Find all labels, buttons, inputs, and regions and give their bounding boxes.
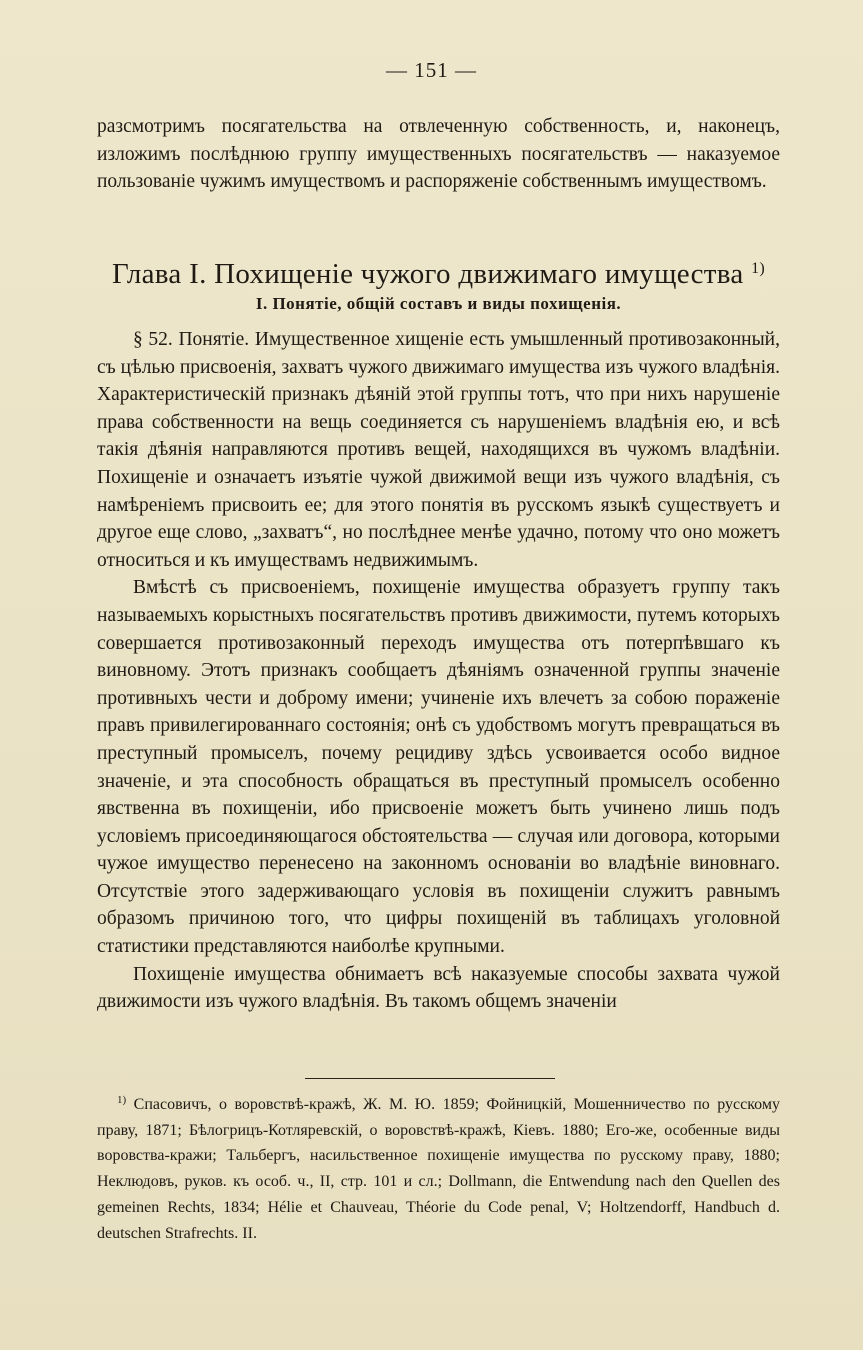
paragraph-1: § 52. Понятіе. Имущественное хищеніе есть умышленный противозаконный, съ цѣлью присвоенія, захватъ чужого движимаго имущества изъ чужого владѣнія. Характеристическій признакъ дѣяній этой группы тотъ, что при нихъ нарушеніе права собственности на вещь соединяется съ нарушеніемъ владѣнія ею, и всѣ такія дѣянія направляются противъ вещей, находящихся въ чужомъ владѣніи. Похищеніе и означаетъ изъятіе чужой движимой вещи изъ чужого владѣнія, съ намѣреніемъ присвоить ее; для этого понятія въ русскомъ языкѣ существуетъ и другое еще слово, „захватъ“, но послѣднее менѣе удачно, потому что оно можетъ относиться и къ имуществамъ недвижимымъ.	[97, 329, 780, 571]
chapter-footnote-marker: 1)	[751, 260, 766, 277]
chapter-title	[97, 251, 780, 292]
page-number: — 151 —	[386, 58, 477, 82]
paragraph-2: Вмѣстѣ съ присвоеніемъ, похищеніе имущества образуетъ группу такъ называемыхъ корыстныхъ посягательствъ противъ движимости, путемъ которыхъ совершается противозаконный переходъ имущества отъ потерпѣвшаго къ виновному. Этотъ признакъ сообщаетъ дѣяніямъ означенной группы значеніе противныхъ чести и доброму имени; учиненіе ихъ влечетъ за собою пораженіе правъ привилегированнаго состоянія; онѣ съ удобствомъ могутъ превращаться въ преступный промыселъ, почему рецидиву здѣсь усвоивается особо видное значеніе, и эта способность обращаться въ преступный промыселъ особенно явственна въ похищеніи, ибо присвоеніе можетъ быть учинено лишь подъ условіемъ присоединяющагося обстоятельства — случая или договора, которыми чужое имущество перенесено на законномъ основаніи во владѣніе виновнаго. Отсутствіе этого задерживающаго условія въ похищеніи служитъ равнымъ образомъ причиною того, что цифры похищеній въ таблицахъ уголовной статистики представляются наиболѣе крупными.	[97, 577, 780, 958]
chapter-title-text: Глава I. Похищеніе чужого движимаго имущества	[111, 258, 744, 290]
paragraph-3: Похищеніе имущества обнимаетъ всѣ наказуемые способы захвата чужой движимости изъ чужого владѣнія. Въ такомъ общемъ значеніи	[97, 963, 780, 1013]
intro-text: разсмотримъ посягательства на отвлеченную собственность, и, наконецъ, изложимъ послѣднюю группу имущественныхъ посягательствъ — наказуемое пользованіе чужимъ имуществомъ и распоряженіе собственнымъ имуществомъ.	[97, 116, 780, 193]
footnote-text: Спасовичъ, о воровствѣ-кражѣ, Ж. М. Ю. 1859; Фойницкій, Мошенничество по русскому праву, 1871; Бѣлогрицъ-Котляревскій, о воровствѣ-кражѣ, Кіевъ. 1880; Его-же, особенные виды воровства-кражи; Тальбергъ, насильственное похищеніе имущества по русскому праву, 1880; Неклюдовъ, руков. къ особ. ч., II, стр. 101 и сл.; Dollmann, die Entwendung nach den Quellen des gemeinen Rechts, 1834; Hélie et Chauveau, Théorie du Code penal, V; Holtzendorff, Handbuch d. deutschen Strafrechts. II.	[97, 1096, 781, 1242]
intro-paragraph	[97, 113, 780, 196]
section-subtitle: I. Понятіе, общій составъ и виды похищенія.	[255, 294, 622, 313]
main-text	[97, 326, 780, 1016]
footnote-divider	[305, 1078, 555, 1079]
footnote-marker: 1)	[117, 1094, 127, 1106]
footnote	[97, 1088, 780, 1246]
